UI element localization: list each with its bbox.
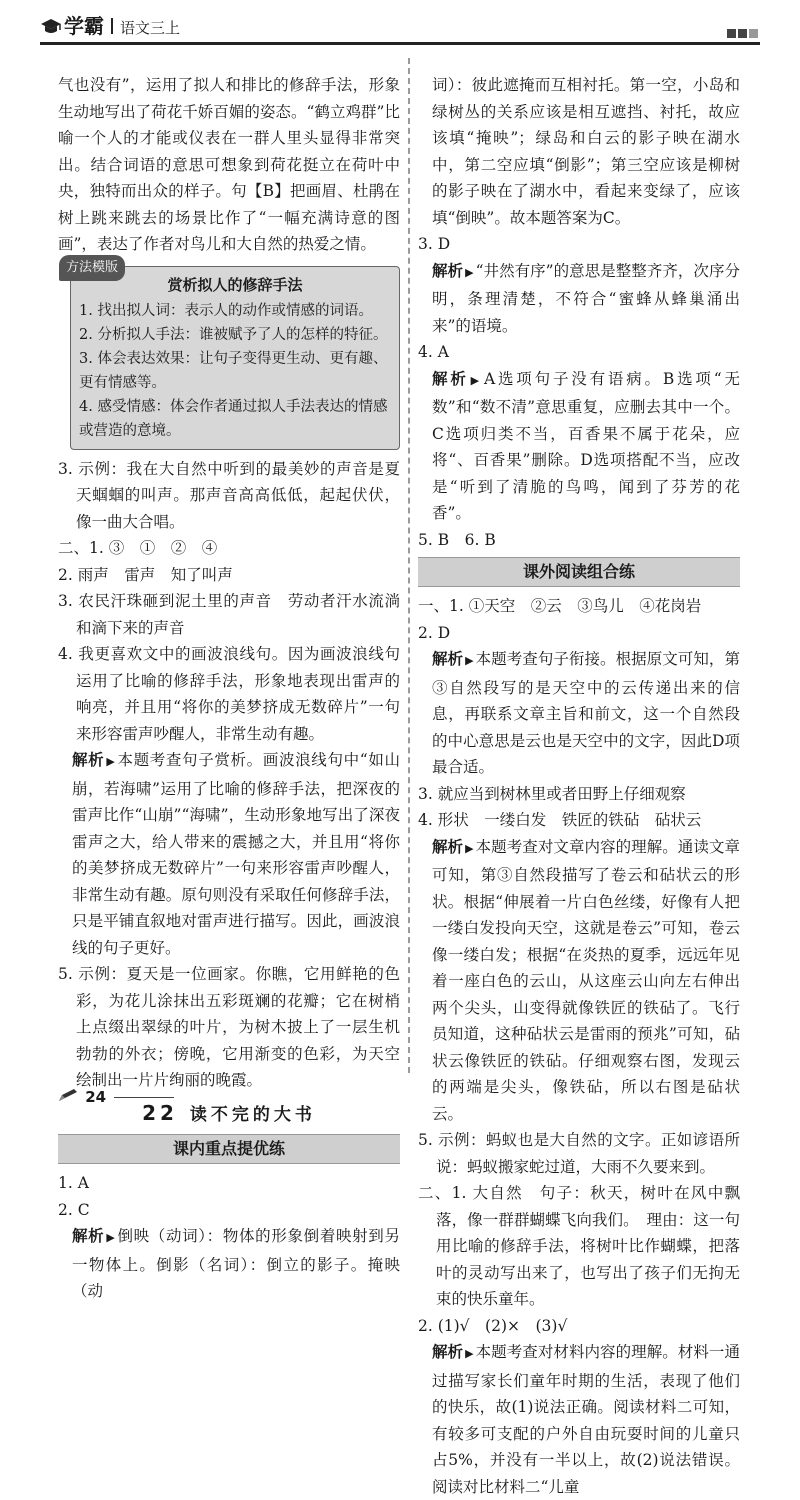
analysis-text: 本题考查句子赏析。画波浪线句中“如山崩，若海啸”运用了比喻的修辞手法，把深夜的雷声比作“山崩”“海啸”，生动形象地写出了深夜雷声之大，给人带来的震撼之大，并且用“将你的美梦挤成无数碎片”一句来形容雷声吵醒人，非常生动有趣。原句则没有采取任何修辞手法，只是平铺直叙地对雷声进行描写。因此，画波浪线的句子更好。 — [72, 751, 400, 957]
brand-logo — [40, 10, 180, 41]
answer-w2: 2. D — [418, 623, 451, 642]
header-decoration — [725, 23, 758, 42]
answer-k1: 1. A — [58, 1174, 89, 1192]
brand-name: 学霸 — [64, 14, 104, 38]
analysis-k3 — [418, 258, 740, 340]
method-item: 4. 感受情感：体会作者通过拟人手法表达的情感或营造的意境。 — [79, 398, 388, 439]
section-banner-extracurricular: 课外阅读组合练 — [418, 557, 740, 587]
analysis-w2 — [418, 646, 740, 781]
intro-paragraph: 气也没有”，运用了拟人和排比的修辞手法，形象生动地写出了荷花千娇百媚的姿态。“鹤立鸡群”比喻一个人的才能或仪表在一群人里头显得非常突出。结合词语的意思可想象到荷花挺立在荷叶中央，独特而出众的样子。句【B】把画眉、杜鹃在树上跳来跳去的场景比作了“一幅充满诗意的图画”，表达了作者对鸟儿和大自然的热爱之情。 — [58, 76, 400, 253]
header-rule — [40, 42, 760, 45]
page-number: 24 — [85, 1088, 107, 1106]
triangle-icon: ▶ — [465, 1347, 474, 1360]
analysis-text: 本题考查对文章内容的理解。通读文章可知，第③自然段描写了卷云和砧状云的形状。根据“伸展着一片白色丝缕，好像有人把一缕白发投向天空，这就是卷云”可知，卷云像一缕白发；根据“在炎热的夏季，远远年见着一座白色的云山，从这座云山向左右伸出两个尖头，山变得就像铁匠的铁砧了。飞行员知道，这种砧状云是雷雨的预兆”可知，砧状云像铁匠的铁砧。仔细观察右图，发现云的两端是尖头，像铁砧，所以右图是砧状云。 — [432, 837, 740, 1123]
method-tag: 方法模版 — [59, 255, 125, 281]
analysis-text: A选项句子没有语病。B选项“无数”和“数不清”意思重复，应删去其中一个。C选项归类不当，百香果不属于花朵，应将“、百香果”删除。D选项搭配不当，应改是“听到了清脆的鸟鸣，闻到了芬芳的花香”。 — [432, 369, 740, 522]
answer-2-3: 3. 农民汗珠砸到泥土里的声音 劳动者汗水流淌和滴下来的声音 — [58, 592, 400, 637]
analysis-text: 倒映（动词）：物体的形象倒着映射到另一物体上。倒影（名词）：倒立的影子。掩映（动 — [72, 1227, 400, 1300]
triangle-icon: ▶ — [465, 265, 474, 279]
answer-e1: 二、1. 大自然 句子：秋天，树叶在风中飘落，像一群群蝴蝶飞向我们。 理由：这一句用比喻的修辞手法，将树叶比作蝴蝶，把落叶的灵动写出来了，也写出了孩子们无拘无束的快乐童年。 — [418, 1184, 740, 1308]
method-box — [66, 259, 400, 450]
analysis-w4 — [418, 834, 740, 1128]
method-item: 1. 找出拟人词：表示人的动作或情感的词语。 — [79, 302, 373, 319]
analysis-label: 解析 — [72, 750, 105, 769]
answer-2-2: 2. 雨声 雷声 知了叫声 — [58, 565, 233, 584]
analysis-k2-continued: 词）：彼此遮掩而互相衬托。第一空，小岛和绿树丛的关系应该是相互遮挡、衬托，故应该填“掩映”；绿岛和白云的影子映在湖水中，第二空应填“倒影”；第三空应该是柳树的影子映在了湖水中，看起来变绿了，应该填“倒映”。故本题答案为C。 — [432, 76, 740, 227]
method-item: 3. 体会表达效果：让句子变得更生动、更有趣、更有情感等。 — [79, 350, 388, 391]
graduation-cap-icon — [40, 17, 62, 41]
method-title: 赏析拟人的修辞手法 — [167, 275, 303, 294]
answer-2-1: 二、1. ③ ① ② ④ — [58, 539, 218, 557]
analysis-2-4 — [58, 747, 400, 961]
lesson-number: 22 — [142, 1100, 178, 1125]
analysis-e2 — [418, 1339, 740, 1500]
header-separator — [111, 18, 113, 34]
analysis-k4 — [418, 366, 740, 527]
analysis-label: 解析 — [432, 368, 469, 388]
footer-rule — [114, 1097, 174, 1098]
analysis-label: 解析 — [72, 1226, 105, 1245]
triangle-icon: ▶ — [106, 1231, 116, 1244]
answer-3: 3. 示例：我在大自然中听到的最美妙的声音是夏天蝈蝈的叫声。那声音高高低低，起起伏伏，像一曲大合唱。 — [58, 459, 400, 531]
answer-w1: 一、1. ①天空 ②云 ③鸟儿 ④花岗岩 — [418, 597, 702, 615]
triangle-icon: ▶ — [470, 373, 482, 387]
column-divider — [408, 58, 410, 1073]
answer-k4: 4. A — [418, 343, 449, 361]
answer-k3: 3. D — [418, 235, 451, 253]
lesson-title: 读不完的大书 — [189, 1104, 316, 1125]
analysis-text: 本题考查句子衔接。根据原文可知，第③自然段写的是天空中的云传递出来的信息，再联系文章主旨和前文，这一个自然段的中心意思是云也是天空中的文字，因此D项最合适。 — [432, 650, 740, 776]
analysis-label: 解析 — [432, 260, 464, 280]
analysis-label: 解析 — [432, 649, 464, 668]
left-column — [58, 72, 400, 1305]
analysis-text: 本题考查对材料内容的理解。材料一通过描写家长们童年时期的生活，表现了他们的快乐，故(1)说法正确。阅读材料二可知，有较多可支配的户外自由玩耍时间的儿童只占5%，并没有一半以上，故(2)说法错误。阅读对比材料二“儿童 — [432, 1343, 740, 1496]
section-banner-in-class: 课内重点提优练 — [58, 1134, 400, 1164]
answer-e2: 2. (1)√ (2)× (3)√ — [418, 1316, 568, 1335]
analysis-label: 解析 — [432, 1342, 464, 1361]
answer-2-4: 4. 我更喜欢文中的画波浪线句。因为画波浪线句运用了比喻的修辞手法，形象地表现出雷声的响亮，并且用“将你的美梦挤成无数碎片”一句来形容雷声吵醒人，非常生动有趣。 — [58, 645, 400, 743]
answer-2-5: 5. 示例：夏天是一位画家。你瞧，它用鲜艳的色彩，为花儿涂抹出五彩斑斓的花瓣；它在树梢上点缀出翠绿的叶片，为树木披上了一层生机勃勃的外衣；傍晚，它用渐变的色彩，为天空绘制出一片片绚丽的晚霞。 — [58, 965, 400, 1089]
answer-w3: 3. 就应当到树林里或者田野上仔细观察 — [418, 784, 686, 803]
triangle-icon: ▶ — [106, 755, 116, 768]
answer-w5: 5. 示例：蚂蚁也是大自然的文字。正如谚语所说：蚂蚁搬家蛇过道，大雨不久要来到。 — [418, 1131, 740, 1176]
right-column — [418, 72, 740, 1500]
answer-k2: 2. C — [58, 1200, 90, 1219]
answer-w4: 4. 形状 一缕白发 铁匠的铁砧 砧状云 — [418, 811, 702, 829]
answer-k5-k6: 5. B 6. B — [418, 530, 496, 549]
analysis-text: “井然有序”的意思是整整齐齐，次序分明，条理清楚，不符合“蜜蜂从蜂巢涌出来”的语境。 — [432, 261, 740, 335]
triangle-icon: ▶ — [465, 654, 474, 667]
pencil-icon — [58, 1088, 80, 1106]
page-footer — [58, 1088, 174, 1106]
triangle-icon: ▶ — [465, 841, 474, 855]
subject-label: 语文三上 — [120, 19, 181, 37]
analysis-label: 解析 — [432, 836, 464, 856]
analysis-k2 — [58, 1223, 400, 1305]
method-item: 2. 分析拟人手法：谁被赋予了人的怎样的特征。 — [79, 326, 388, 343]
